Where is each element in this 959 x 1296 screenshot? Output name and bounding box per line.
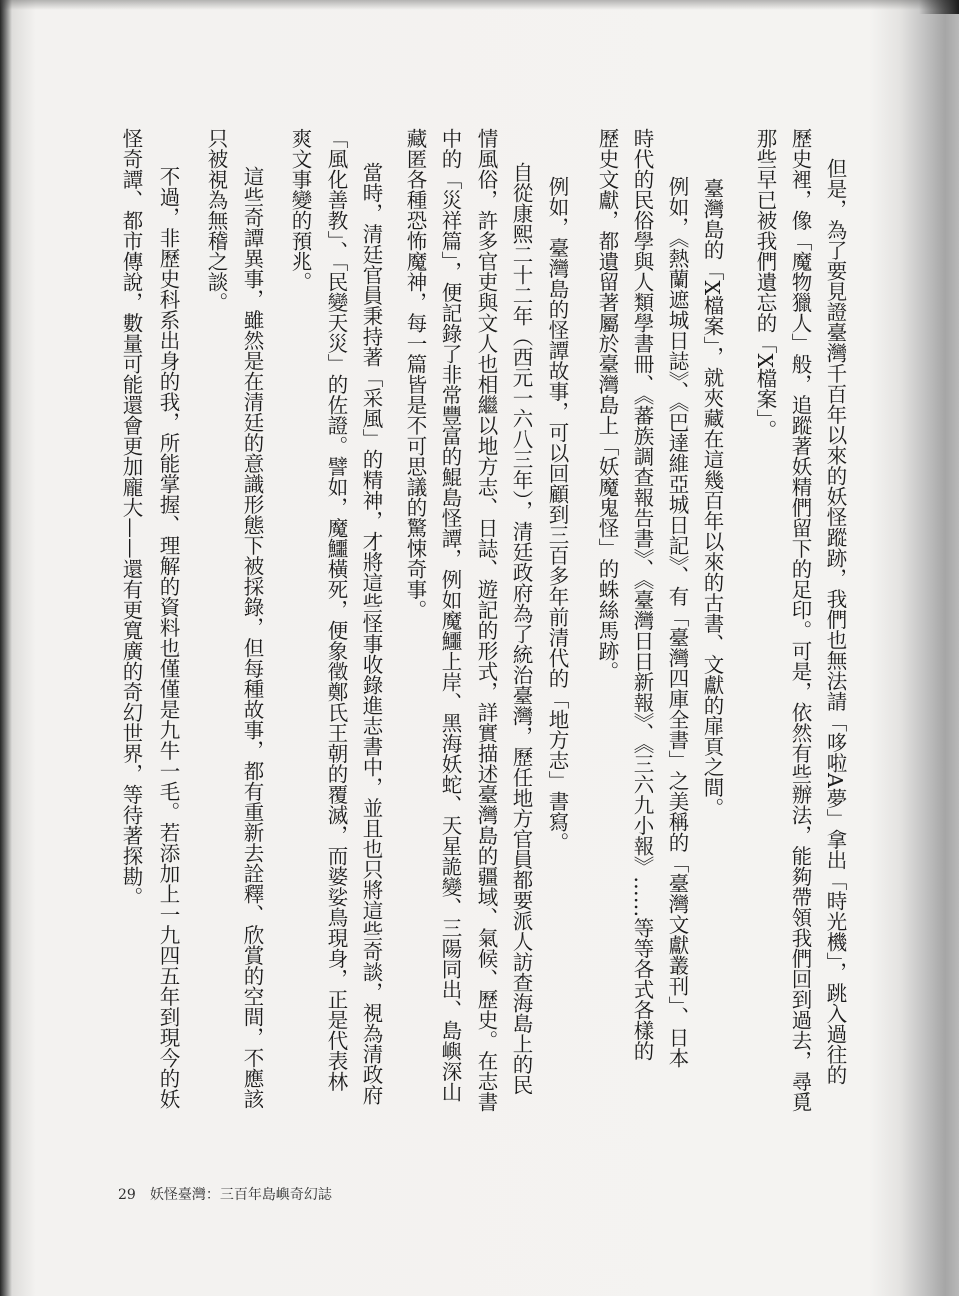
text-column: 「風化善教」、「民變天災」的佐證。譬如，魔鱷橫死，便象徵鄭氏王朝的覆滅，而婆娑鳥現身，正是代表林: [324, 128, 348, 1092]
text-column: 當時，清廷官員秉持著「采風」的精神，才將這些怪事收錄進志書中，並且也只將這些奇談，視為清政府: [359, 162, 383, 1105]
text-column: 中的「災祥篇」，便記錄了非常豐富的鯤島怪譚，例如魔鱷上岸、黑海妖蛇、天星詭變、三陽同出、島嶼深山: [438, 128, 462, 1102]
page-number: 29: [118, 1187, 136, 1203]
text-column: 例如，《熱蘭遮城日誌》、《巴達維亞城日記》、有「臺灣四庫全書」之美稱的「臺灣文獻叢刊」、日本: [665, 176, 689, 1068]
text-column: 時代的民俗學與人類學書冊、《蕃族調查報告書》、《臺灣日日新報》、《三六九小報》……等等各式各樣的: [630, 128, 654, 1061]
page-footer: [118, 1186, 332, 1204]
text-column: 只被視為無稽之談。: [204, 128, 228, 313]
text-column: 這些奇譚異事，雖然是在清廷的意識形態下被採錄，但每種故事，都有重新去詮釋、欣賞的空間，不應該: [240, 166, 264, 1109]
text-column: 那些早已被我們遺忘的「X檔案」。: [753, 128, 777, 440]
text-column: 爽文事變的預兆。: [288, 128, 312, 292]
text-column: 情風俗，許多官吏與文人也相繼以地方志、日誌、遊記的形式，詳實描述臺灣島的疆域、氣候、歷史。在志書: [474, 128, 498, 1112]
text-column: 歷史文獻，都遺留著屬於臺灣島上「妖魔鬼怪」的蛛絲馬跡。: [595, 128, 619, 682]
text-column: 怪奇譚、都市傳說，數量可能還會更加龐大——還有更寬廣的奇幻世界，等待著探勘。: [119, 128, 143, 907]
text-column: 自從康熙二十二年（西元一六八三年），清廷政府為了統治臺灣，歷任地方官員都要派人訪查海島上的民: [509, 162, 533, 1095]
text-column: 臺灣島的「X檔案」，就夾藏在這幾百年以來的古書、文獻的扉頁之間。: [700, 178, 724, 818]
text-column: 藏匿各種恐怖魔神，每一篇皆是不可思議的驚悚奇事。: [403, 128, 427, 620]
text-column: 例如，臺灣島的怪譚故事，可以回顧到三百多年前清代的「地方志」書寫。: [545, 176, 569, 853]
text-column: 歷史裡，像「魔物獵人」般，追蹤著妖精們留下的足印。可是，依然有些辦法，能夠帶領我們回到過去，尋覓: [788, 128, 812, 1112]
running-title: 妖怪臺灣：三百年島嶼奇幻誌: [149, 1187, 332, 1203]
text-column: 但是，為了要見證臺灣千百年以來的妖怪蹤跡，我們也無法請「哆啦A夢」拿出「時光機」，跳入過往的: [823, 158, 847, 1086]
text-column: 不過，非歷史科系出身的我，所能掌握、理解的資料也僅僅是九牛一毛。若添加上一九四五年到現今的妖: [156, 166, 180, 1109]
